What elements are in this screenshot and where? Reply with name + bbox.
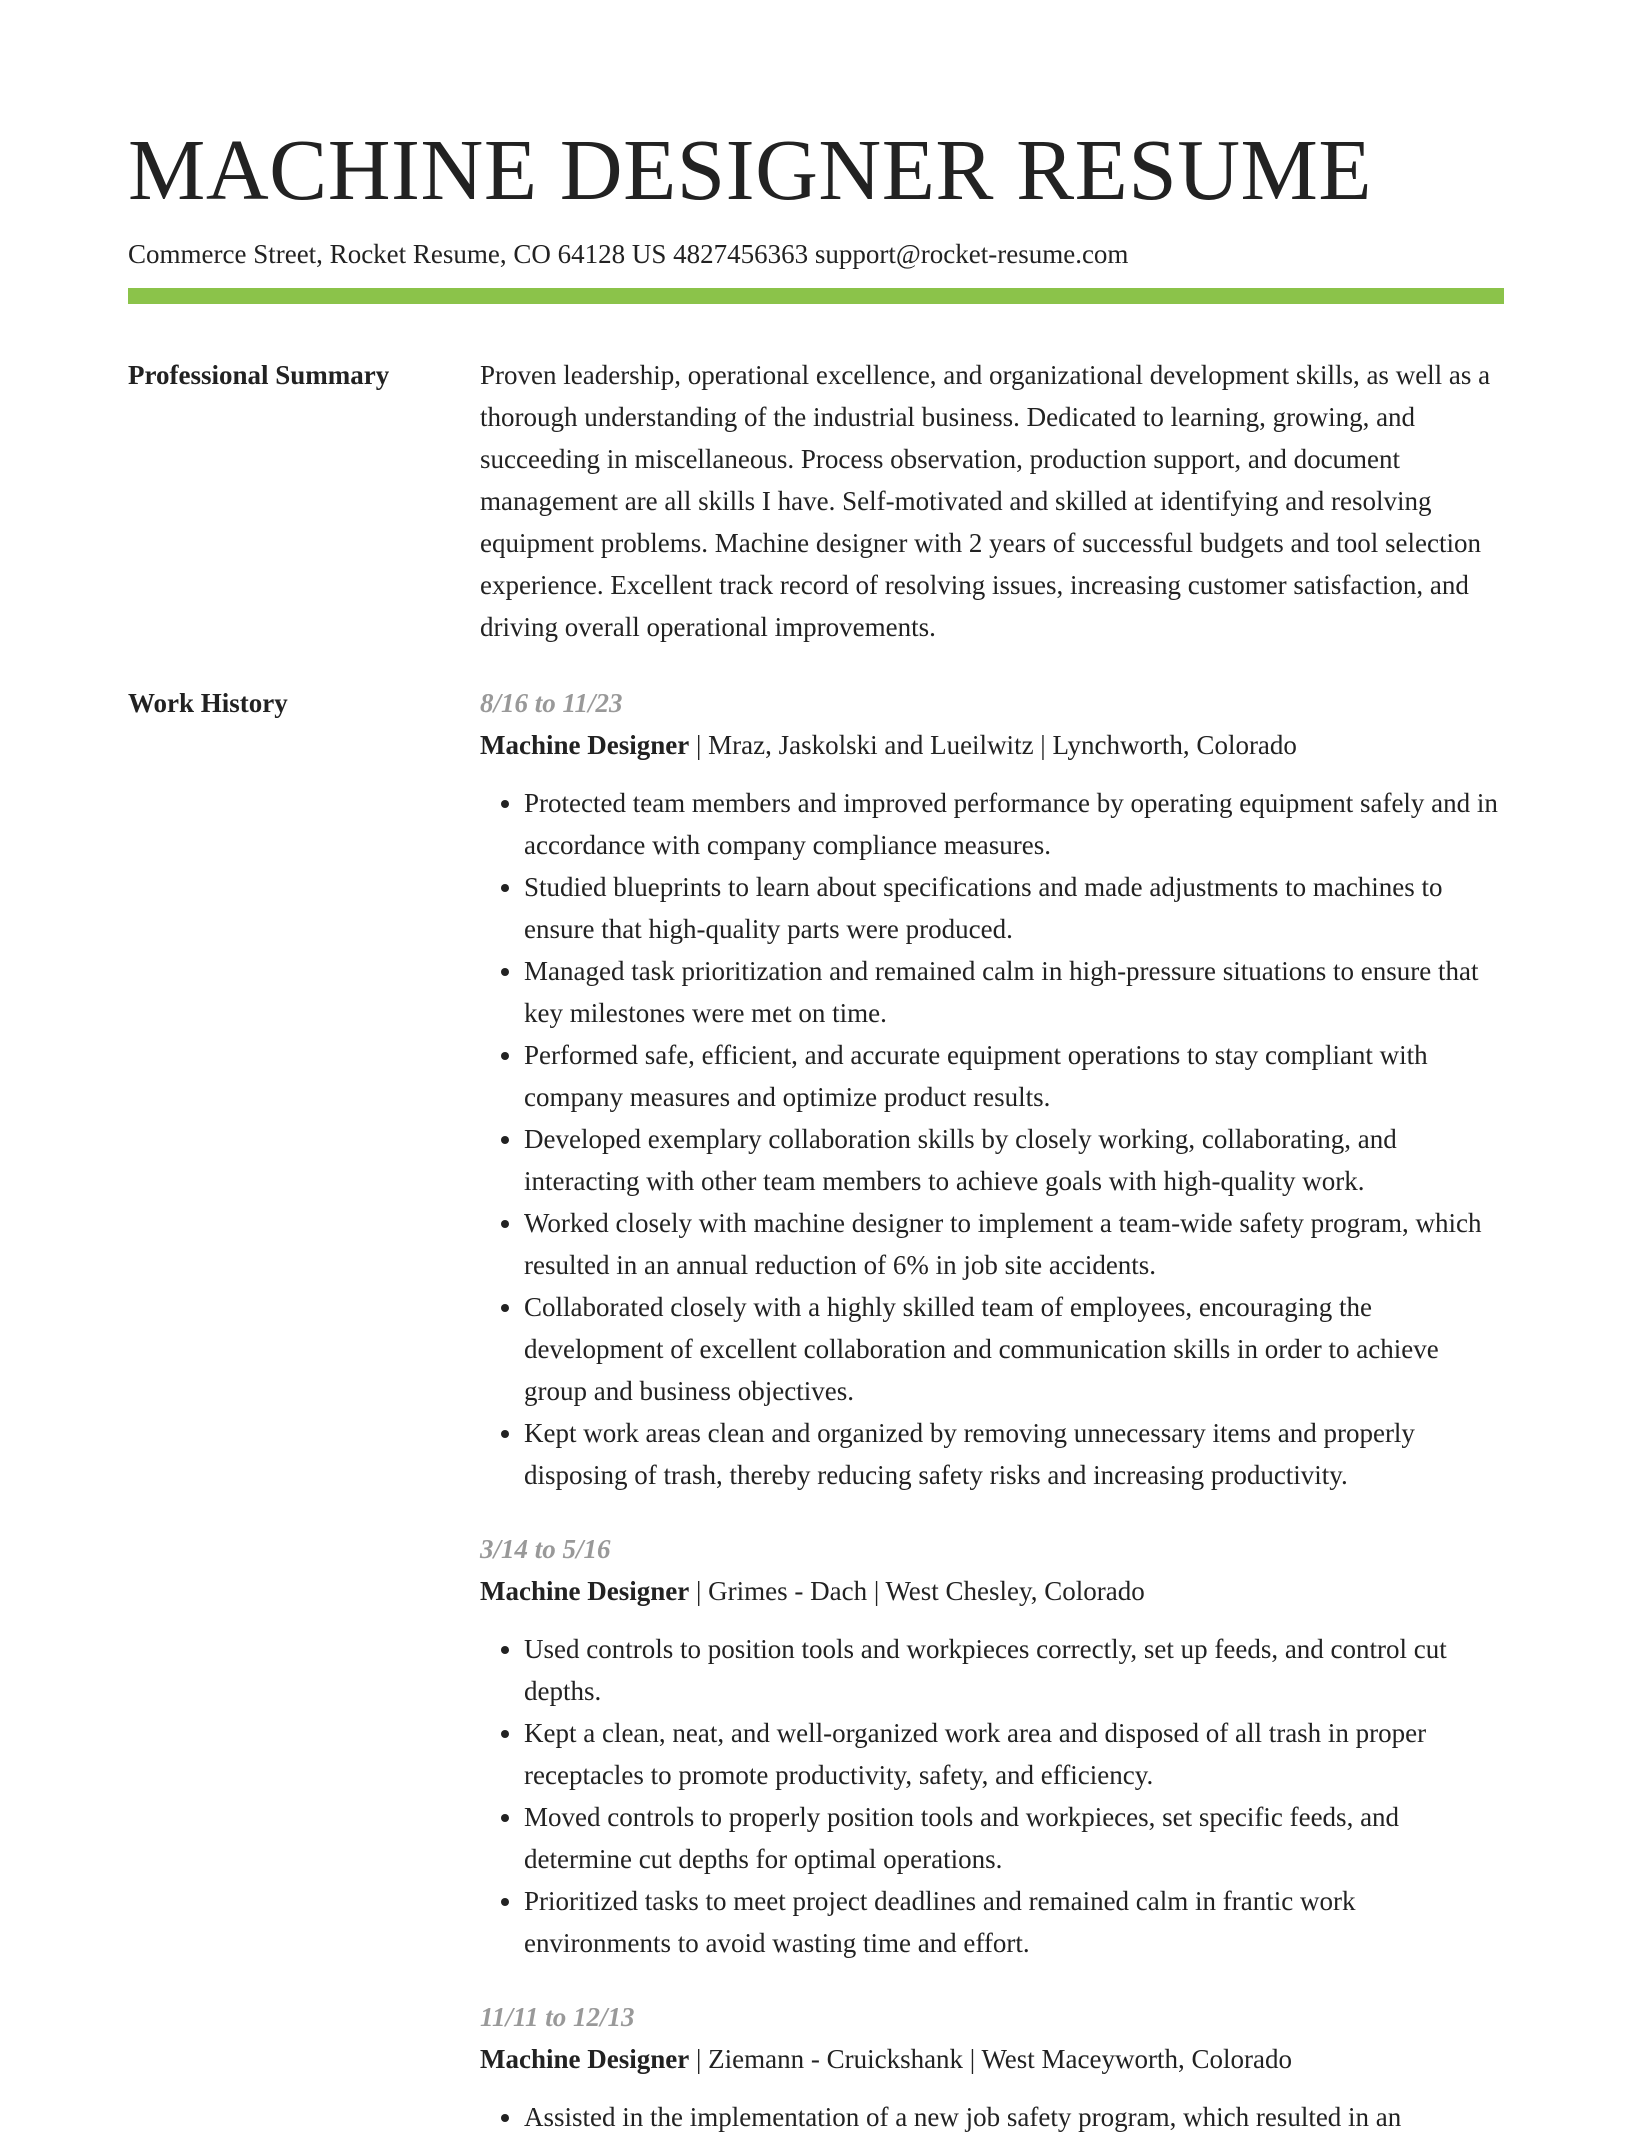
job-bullet: • Studied blueprints to learn about specifications and made adjustments to machines to ensure that high-quality parts were produced. — [524, 866, 1504, 950]
job-bullet: • Moved controls to properly position tools and workpieces, set specific feeds, and determine cut depths for optimal operations. — [524, 1796, 1504, 1880]
job-title: Machine Designer — [480, 2044, 690, 2074]
job-dates: 11/11 to 12/13 — [480, 2002, 635, 2032]
job-dates: 3/14 to 5/16 — [480, 1534, 611, 1564]
job-entry — [480, 1528, 1504, 1964]
header-divider — [128, 288, 1504, 304]
job-bullet: • Performed safe, efficient, and accurate equipment operations to stay compliant with company measures and optimize product results. — [524, 1034, 1504, 1118]
section-label-work-history: Work History — [128, 688, 288, 718]
job-bullet: • Kept a clean, neat, and well-organized work area and disposed of all trash in proper receptacles to promote productivity, safety, and efficiency. — [524, 1712, 1504, 1796]
contact-line: Commerce Street, Rocket Resume, CO 64128 US 4827456363 support@rocket-resume.com — [128, 239, 1129, 269]
job-title: Machine Designer — [480, 1576, 690, 1606]
resume-page — [128, 120, 1504, 2138]
job-heading — [480, 724, 1504, 766]
job-bullet: • Assisted in the implementation of a new job safety program, which resulted in an — [524, 2096, 1504, 2138]
job-entry — [480, 1996, 1504, 2138]
job-bullet: • Developed exemplary collaboration skills by closely working, collaborating, and interacting with other team members to achieve goals with high-quality work. — [524, 1118, 1504, 1202]
professional-summary-section — [128, 354, 1504, 648]
job-bullet: • Managed task prioritization and remained calm in high-pressure situations to ensure that key milestones were met on time. — [524, 950, 1504, 1034]
job-bullet: • Kept work areas clean and organized by removing unnecessary items and properly disposing of trash, thereby reducing safety risks and increasing productivity. — [524, 1412, 1504, 1496]
job-bullets — [480, 782, 1504, 1496]
job-bullet: • Used controls to position tools and workpieces correctly, set up feeds, and control cut depths. — [524, 1628, 1504, 1712]
job-details: | Ziemann - Cruickshank | West Maceyworth, Colorado — [689, 2044, 1292, 2074]
work-history-section — [128, 682, 1504, 2138]
job-title: Machine Designer — [480, 730, 690, 760]
job-details: | Mraz, Jaskolski and Lueilwitz | Lynchworth, Colorado — [689, 730, 1297, 760]
job-entry — [480, 682, 1504, 1496]
job-heading — [480, 1570, 1504, 1612]
job-bullet: • Collaborated closely with a highly skilled team of employees, encouraging the development of excellent collaboration and communication skills in order to achieve group and business objectives. — [524, 1286, 1504, 1412]
job-bullets — [480, 1628, 1504, 1964]
summary-text: Proven leadership, operational excellence, and organizational development skills, as well as a thorough understanding of the industrial business. Dedicated to learning, growing, and succeeding in miscellaneous. Process observation, production support, and document management are all skills I have. Self-motivated and skilled at identifying and resolving equipment problems. Machine designer with 2 years of successful budgets and tool selection experience. Excellent track record of resolving issues, increasing customer satisfaction, and driving overall operational improvements. — [480, 360, 1491, 642]
job-bullet: • Protected team members and improved performance by operating equipment safely and in accordance with company compliance measures. — [524, 782, 1504, 866]
job-dates: 8/16 to 11/23 — [480, 688, 623, 718]
resume-title: MACHINE DESIGNER RESUME — [128, 121, 1373, 218]
job-bullet: • Worked closely with machine designer to implement a team-wide safety program, which resulted in an annual reduction of 6% in job site accidents. — [524, 1202, 1504, 1286]
job-details: | Grimes - Dach | West Chesley, Colorado — [689, 1576, 1145, 1606]
job-heading — [480, 2038, 1504, 2080]
section-label-summary: Professional Summary — [128, 360, 390, 390]
job-bullet: • Prioritized tasks to meet project deadlines and remained calm in frantic work environments to avoid wasting time and effort. — [524, 1880, 1504, 1964]
job-bullets — [480, 2096, 1504, 2138]
